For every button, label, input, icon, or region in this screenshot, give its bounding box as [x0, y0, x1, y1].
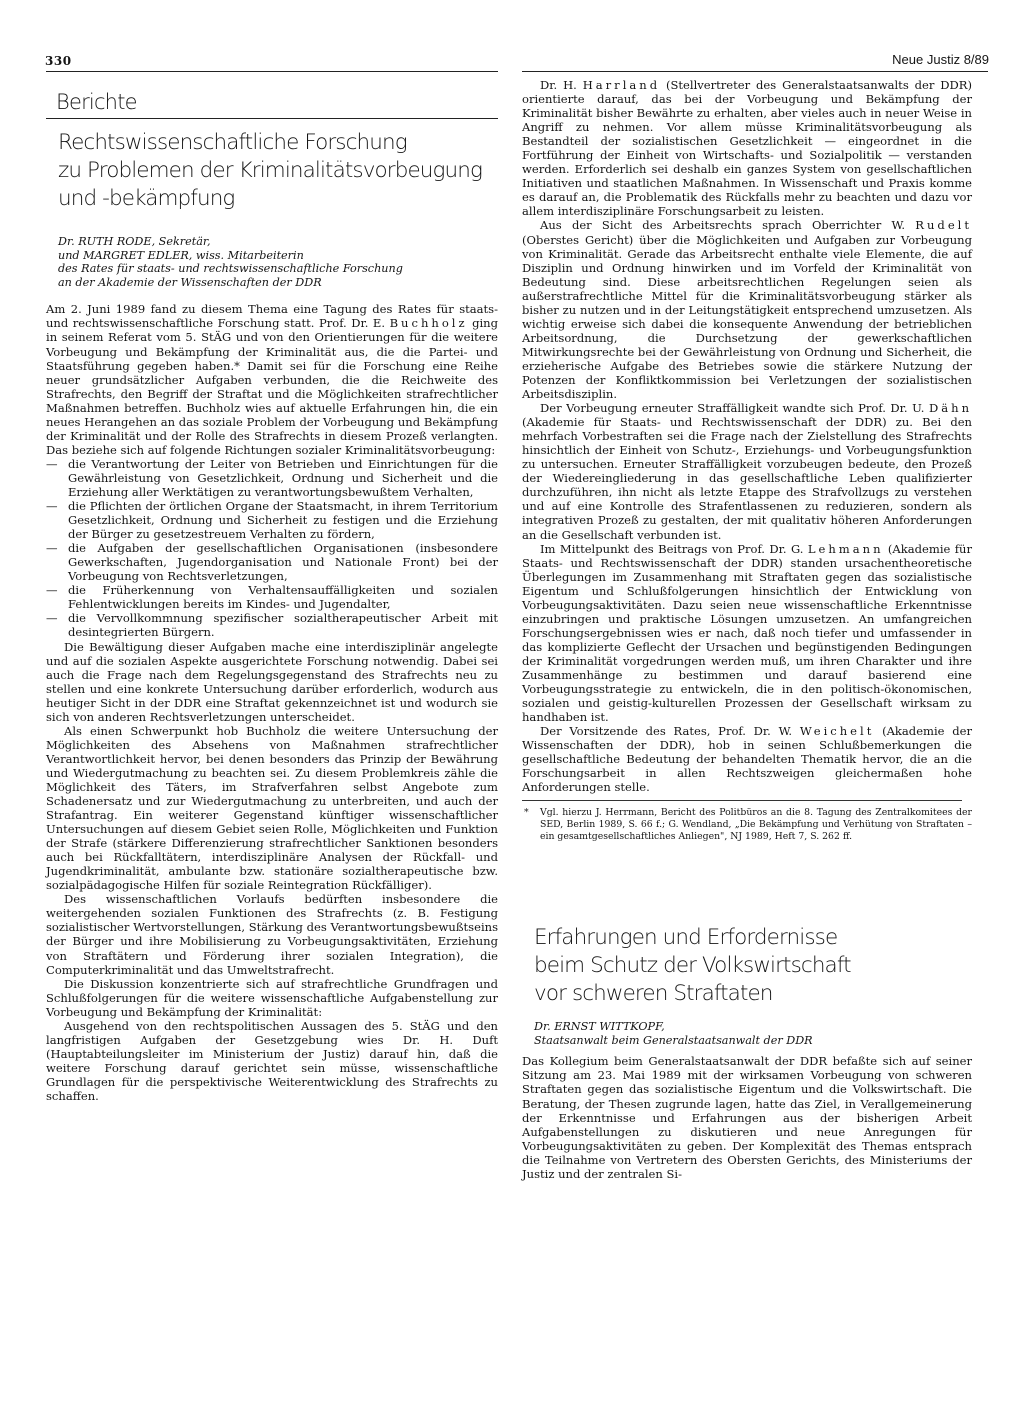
body-paragraph: Im Mittelpunkt des Beitrags von Prof. Dr. G. Lehmann (Akademie für Staats- und Rechtswissenschaft der DDR) standen ursachentheoretische Überlegungen im Zusammenhang mit Straftaten gegen das sozialistische Eigentum und Schlußfolgerungen hinsichtlich der Entwicklung von Vorbeugungsaktivitäten. Dazu seien neue wissenschaftliche Erkenntnisse einzubringen und praktische Lösungen umzusetzen. An umfangreichen Forschungsergebnissen wies er nach, daß noch tiefer und umfassender in das komplizierte Geflecht der Ursachen und begünstigenden Bedingungen der Kriminalität vorgedrungen werden muß, um ihren Charakter und ihre Zusammenhänge zu bestimmen und darauf basierend eine Vorbeugungsstrategie zu entwickeln, die in den politisch-ökonomischen, sozialen und geistig-kulturellen Prozessen der Gesellschaft wirksam zu handhaben ist. [522, 541, 972, 725]
header-rule-right [522, 71, 988, 72]
body-paragraph: Der Vorsitzende des Rates, Prof. Dr. W. Weichelt (Akademie der Wissenschaften der DDR), hob in seinen Schlußbemerkungen die gesellschaftliche Bedeutung der behandelten Thematik hervor, die an die Forschungsarbeit in allen Rechtszweigen gleichermaßen hohe Anforderungen stelle. [522, 724, 972, 795]
article-title [534, 924, 972, 1008]
topic-list [46, 457, 498, 640]
author-line: Dr. RUTH RODE, Sekretär, [58, 235, 211, 248]
affiliation-line: an der Akademie der Wissenschaften der DDR [58, 275, 322, 289]
section-rule [46, 118, 498, 119]
body-paragraph: Aus der Sicht des Arbeitsrechts sprach Oberrichter W. Rudelt (Oberstes Gericht) über die Möglichkeiten und Aufgaben zur Vorbeugung von Kriminalität. Gerade das Arbeitsrecht enthalte viele Elemente, die auf Disziplin und Ordnung hinwirken und im Vorfeld der Kriminalität von Bedeutung sind. Diese arbeitsrechtlichen Regelungen seien als außerstrafrechtliche Mittel für die Kriminalitätsvorbeugung stärker als bisher zu nutzen und in der Leitungstätigkeit entsprechend umzusetzen. Als wichtig erweise sich dabei die konsequente Anwendung der betrieblichen Arbeitsordnung, die Durchsetzung der gewerkschaftlichen Mitwirkungsrechte bei der Gewährleistung von Ordnung und Sicherheit, die erzieherische Aufgabe des Betriebes sowie die stärkere Nutzung der Potenzen der Konfliktkommission bei Verletzungen der sozialistischen Arbeitsdisziplin. [522, 218, 972, 402]
list-item: — die Verantwortung der Leiter von Betrieben und Einrichtungen für die Gewährleistung von Gesetzlichkeit, Ordnung und Sicherheit und die Erziehung aller Werktätigen zu verantwortungsbewußtem Verhalten, [46, 457, 498, 499]
body-paragraph: Das Kollegium beim Generalstaatsanwalt der DDR befaßte sich auf seiner Sitzung am 23. Mai 1989 mit der wirksamen Vorbeugung von schweren Straftaten gegen das sozialistische Eigentum und die Volkswirtschaft. Die Beratung, der Thesen zugrunde lagen, hatte das Ziel, in Verallgemeinerung der Erkenntnisse und Erfahrungen aus der bisherigen Arbeit Aufgabenstellungen zu diskutieren und neue Anregungen für Vorbeugungsaktivitäten zu geben. Der Komplexität des Themas entsprach die Teilnahme von Vertretern des Obersten Gerichts, des Ministeriums der Justiz und der zentralen Si- [522, 1054, 972, 1181]
author-block [534, 1020, 972, 1047]
body-paragraph: Der Vorbeugung erneuter Straffälligkeit wandte sich Prof. Dr. U. Dähn (Akademie für Staats- und Rechtswissenschaft der DDR) zu. Bei den mehrfach Vorbestraften sei die Frage nach der Zielstellung des Strafrechts hinsichtlich der Einheit von Schutz-, Erziehungs- und Vorbeugungsfunktion zu untersuchen. Erneuter Straffälligkeit vorzubeugen bedeute, den Prozeß der Wiedereingliederung in das gesellschaftliche Leben qualifizierter durchzuführen, ihn nicht als letzte Etappe des Strafvollzugs zu verstehen und auf eine Kontrolle des Strafentlassenen zu reduzieren, sondern als integrativen Prozeß zu gestalten, der mit qualitativ höheren Anforderungen an die Gesellschaft verbunden ist. [522, 401, 972, 542]
title-line: zu Problemen der Kriminalitätsvorbeugung [58, 158, 482, 183]
body-paragraph: Die Bewältigung dieser Aufgaben mache eine interdisziplinär angelegte und auf die sozialen Aspekte ausgerichtete Forschung notwendig. Dabei sei auch die Frage nach dem Regelungsgegenstand des Strafrechts neu zu stellen und eine konkrete Untersuchung darüber erforderlich, wodurch aus heutiger Sicht in der DDR eine Straftat gekennzeichnet ist und wodurch sie sich von anderen Rechtsverletzungen unterscheidet. [46, 639, 498, 724]
page-number: 330 [45, 54, 72, 68]
footnote: * Vgl. hierzu J. Herrmann, Bericht des Politbüros an die 8. Tagung des Zentralkomitees der SED, Berlin 1989, S. 66 f.; G. Wendland, „Die Bekämpfung und Verhütung von Straftaten – ein gesamtgesellschaftliches Anliegen", NJ 1989, Heft 7, S. 262 ff. [524, 807, 972, 842]
author-line: und MARGRET EDLER, wiss. Mitarbeiterin [58, 248, 304, 262]
title-line: und -bekämpfung [58, 186, 235, 211]
list-item: — die Vervollkommnung spezifischer sozialtherapeutischer Arbeit mit desintegrierten Bürgern. [46, 611, 498, 639]
article-title [58, 129, 498, 213]
author-name: Dr. ERNST WITTKOPF, [534, 1020, 665, 1034]
title-line: vor schweren Straftaten [534, 981, 773, 1007]
journal-title: Neue Justiz 8/89 [892, 52, 989, 67]
footnote-rule [522, 800, 962, 801]
title-line: beim Schutz der Volkswirtschaft [534, 953, 851, 979]
list-item: — die Pflichten der örtlichen Organe der Staatsmacht, in ihrem Territorium Gesetzlichkeit, Ordnung und Sicherheit zu festigen und die Erziehung der Bürger zu gesetzestreuem Verhalten zu fördern, [46, 499, 498, 541]
list-item: — die Aufgaben der gesellschaftlichen Organisationen (insbesondere Gewerkschaften, Jugendorganisation und Nationale Front) bei der Vorbeugung von Rechtsverletzungen, [46, 541, 498, 583]
body-paragraph: Ausgehend von den rechtspolitischen Aussagen des 5. StÄG und den langfristigen Aufgaben der Gesetzgebung wies Dr. H. Duft (Hauptabteilungsleiter im Ministerium der Justiz) darauf hin, daß die weitere Forschung darauf gerichtet sein müsse, wissenschaftliche Grundlagen für die perspektivische Weiterentwicklung des Strafrechts zu schaffen. [46, 1018, 498, 1103]
title-line: Erfahrungen und Erfordernisse [534, 925, 838, 951]
header-rule-left [46, 71, 498, 72]
intro-paragraph: Am 2. Juni 1989 fand zu diesem Thema eine Tagung des Rates für staats- und rechtswissenschaftliche Forschung statt. Prof. Dr. E. Buchholz ging in seinem Referat vom 5. StÄG und von den Orientierungen für die weitere Vorbeugung und Bekämpfung der Kriminalität aus, die die Partei- und Staatsführung gegeben haben.* Damit sei für die Forschung eine Reihe neuer grundsätzlicher Aufgaben verbunden, die die Reichweite des Strafrechts, den Begriff der Straftat und die Möglichkeiten strafrechtlicher Maßnahmen betreffen. Buchholz wies auf aktuelle Erfahrungen hin, die ein neues Herangehen an das soziale Problem der Vorbeugung und Bekämpfung der Kriminalität und der Rolle des Strafrechts in diesem Prozeß verlangten. Das beziehe sich auf folgende Richtungen sozialer Kriminalitätsvorbeugung: [46, 302, 498, 457]
affiliation-line: des Rates für staats- und rechtswissenschaftliche Forschung [58, 262, 403, 276]
body-paragraph: Des wissenschaftlichen Vorlaufs bedürften insbesondere die weitergehenden sozialen Funktionen des Strafrechts (z. B. Festigung sozialistischer Wertvorstellungen, Stärkung des Verantwortungsbewußtseins der Bürger und ihre Mobilisierung zu Vorbeugungsaktivitäten, Erziehung von Straftätern und Förderung ihrer sozialen Integration), die Computerkriminalität und das Umweltstrafrecht. [46, 892, 498, 977]
section-heading: Berichte [56, 90, 137, 114]
title-line: Rechtswissenschaftliche Forschung [58, 130, 407, 155]
list-item: — die Früherkennung von Verhaltensauffälligkeiten und sozialen Fehlentwicklungen bereits im Kindes- und Jugendalter, [46, 583, 498, 611]
body-paragraph: Dr. H. Harrland (Stellvertreter des Generalstaatsanwalts der DDR) orientierte darauf, das bei der Vorbeugung und Bekämpfung der Kriminalität bisher Bewährte zu erhalten, aber vieles auch in neuer Weise in Angriff zu nehmen. Vor allem müsse Kriminalitätsvorbeugung als Bestandteil der sozialistischen Gesetzlichkeit — eingeordnet in die Fortführung der Einheit von Wirtschafts- und Sozialpolitik — verstanden werden. Erforderlich sei deshalb ein ganzes System von gesellschaftlichen Initiativen und staatlichen Maßnahmen. In Wissenschaft und Praxis komme es darauf an, die Problematik des Rückfalls mehr zu beachten und dazu vor allem interdisziplinäre Forschungsarbeit zu leisten. [522, 78, 972, 219]
body-paragraph: Als einen Schwerpunkt hob Buchholz die weitere Untersuchung der Möglichkeiten des Absehens von Maßnahmen strafrechtlicher Verantwortlichkeit hervor, bei denen besonders das Prinzip der Bewährung und Wiedergutmachung zu beachten sei. Zu diesem Problemkreis zähle die Möglichkeit des Täters, im Strafverfahren selbst Angebote zum Schadenersatz und zur Wiedergutmachung zu unterbreiten, und auch der Strafantrag. Ein weiterer Gegenstand künftiger wissenschaftlicher Untersuchungen auf diesem Gebiet seien Rolle, Möglichkeiten und Funktion der Strafe (stärkere Differenzierung strafrechtlicher Sanktionen besonders auch bei Rückfalltätern, interdisziplinäre Analysen der Rückfall- und Jugendkriminalität, ambulante bzw. stationäre sozialtherapeutische bzw. sozialpädagogische Hilfen für soziale Reintegration Rückfälliger). [46, 723, 498, 893]
right-column [522, 78, 972, 1181]
body-paragraph: Die Diskussion konzentrierte sich auf strafrechtliche Grundfragen und Schlußfolgerungen für die weitere wissenschaftliche Aufgabenstellung zur Vorbeugung und Bekämpfung der Kriminalität: [46, 976, 498, 1019]
author-role: Staatsanwalt beim Generalstaatsanwalt der DDR [534, 1033, 813, 1047]
left-column [46, 78, 498, 1103]
authors-block [58, 235, 498, 289]
